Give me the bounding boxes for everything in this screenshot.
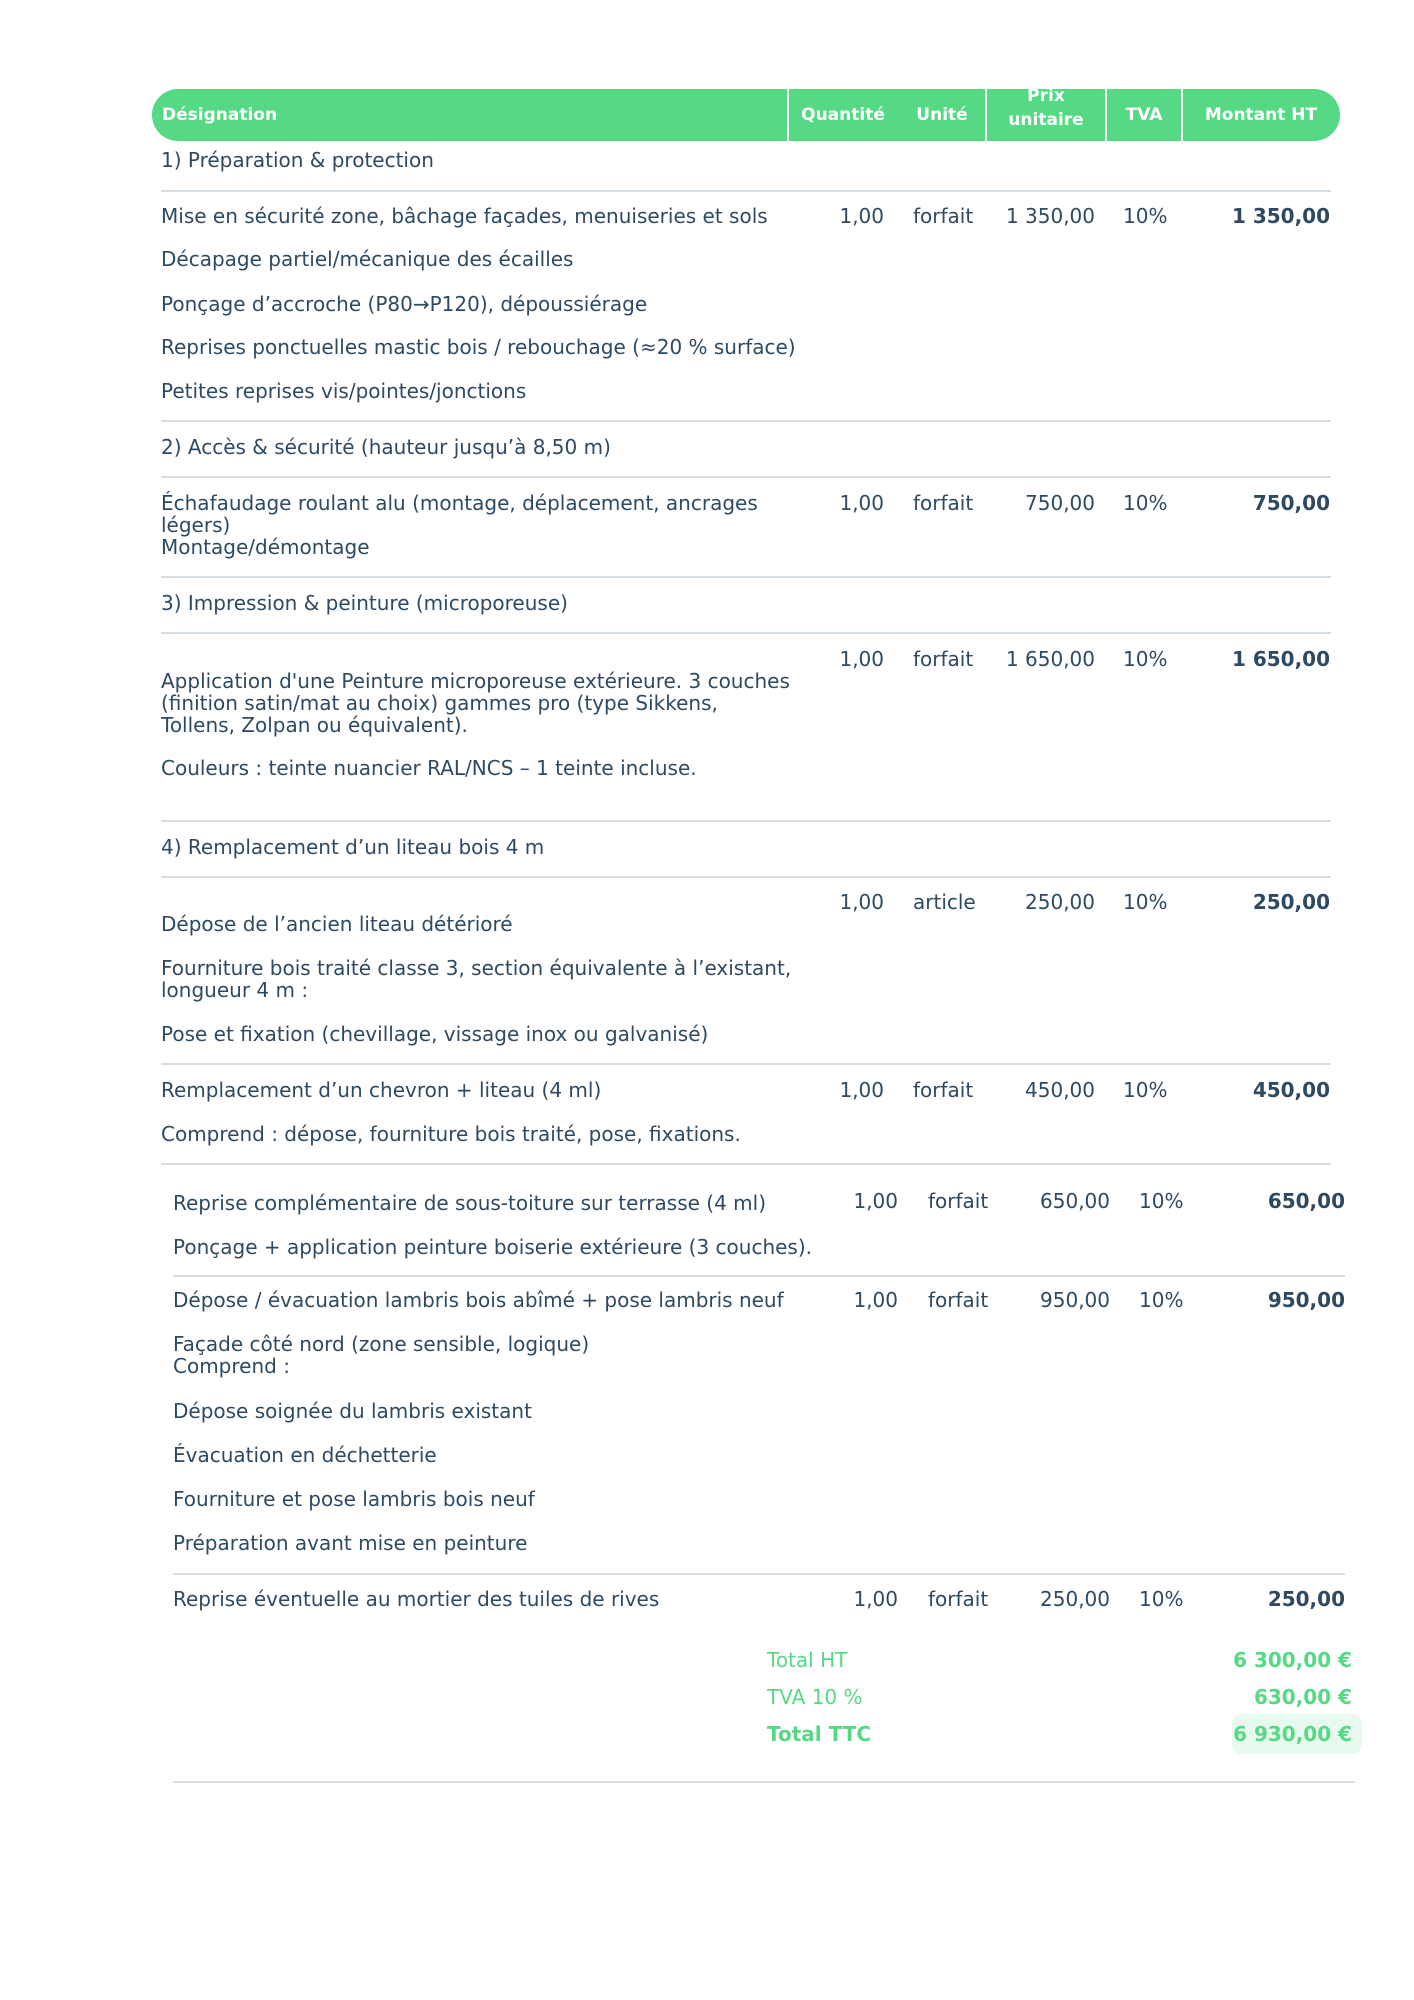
item-line: Remplacement d’un chevron + liteau (4 ml) <box>161 1078 602 1102</box>
item-line: Fourniture bois traité classe 3, section équivalente à l’existant, <box>161 956 792 980</box>
item-line: Dépose soignée du lambris existant <box>173 1399 532 1423</box>
header-montant: Montant HT <box>1182 89 1340 141</box>
item-line: Fourniture et pose lambris bois neuf <box>173 1487 535 1511</box>
item-unit: forfait <box>928 1189 989 1213</box>
item-unit: forfait <box>928 1288 989 1312</box>
section-title: 2) Accès & sécurité (hauteur jusqu’à 8,50 m) <box>161 435 611 459</box>
item-line: Reprise complémentaire de sous-toiture sur terrasse (4 ml) <box>173 1191 767 1215</box>
item-qty: 1,00 <box>839 890 884 914</box>
header-prix-unitaire: Prix unitaire <box>986 89 1106 141</box>
item-amount: 250,00 <box>1267 1587 1345 1611</box>
item-tva: 10% <box>1139 1288 1184 1312</box>
item-line: Reprise éventuelle au mortier des tuiles de rives <box>173 1587 660 1611</box>
item-line: Mise en sécurité zone, bâchage façades, menuiseries et sols <box>161 204 768 228</box>
item-line: Couleurs : teinte nuancier RAL/NCS – 1 teinte incluse. <box>161 756 697 780</box>
divider <box>173 1573 1345 1575</box>
item-line: Ponçage d’accroche (P80→P120), dépoussiérage <box>161 292 648 316</box>
item-qty: 1,00 <box>839 1078 884 1102</box>
item-line: (finition satin/mat au choix) gammes pro (type Sikkens, <box>161 691 718 715</box>
item-qty: 1,00 <box>839 491 884 515</box>
item-line: Montage/démontage <box>161 535 370 559</box>
item-tva: 10% <box>1123 647 1168 671</box>
divider <box>161 576 1331 578</box>
item-line: longueur 4 m : <box>161 978 309 1002</box>
section-title: 4) Remplacement d’un liteau bois 4 m <box>161 835 545 859</box>
divider <box>161 1063 1331 1065</box>
item-line: Reprises ponctuelles mastic bois / rebouchage (≈20 % surface) <box>161 335 796 359</box>
item-qty: 1,00 <box>839 647 884 671</box>
item-line: légers) <box>161 513 231 537</box>
item-line: Évacuation en déchetterie <box>173 1443 437 1467</box>
item-unit: forfait <box>928 1587 989 1611</box>
tva-value: 630,00 € <box>1253 1685 1352 1709</box>
item-price: 750,00 <box>1025 491 1095 515</box>
item-tva: 10% <box>1123 890 1168 914</box>
item-qty: 1,00 <box>839 204 884 228</box>
item-qty: 1,00 <box>853 1189 898 1213</box>
item-tva: 10% <box>1123 1078 1168 1102</box>
item-line: Préparation avant mise en peinture <box>173 1531 528 1555</box>
item-amount: 250,00 <box>1252 890 1330 914</box>
item-unit: article <box>913 890 976 914</box>
header-unite: Unité <box>898 89 986 141</box>
divider <box>161 190 1331 192</box>
item-amount: 1 350,00 <box>1231 204 1330 228</box>
item-line: Comprend : dépose, fourniture bois traité, pose, fixations. <box>161 1122 741 1146</box>
header-tva: TVA <box>1106 89 1182 141</box>
footer-divider <box>173 1781 1355 1783</box>
header-quantite: Quantité <box>788 89 898 141</box>
divider <box>161 632 1331 634</box>
item-unit: forfait <box>913 204 974 228</box>
divider <box>173 1275 1345 1277</box>
item-line: Échafaudage roulant alu (montage, déplacement, ancrages <box>161 491 758 515</box>
header-designation-label: Désignation <box>162 105 278 125</box>
item-unit: forfait <box>913 491 974 515</box>
item-price: 650,00 <box>1040 1189 1110 1213</box>
item-amount: 650,00 <box>1267 1189 1345 1213</box>
divider <box>161 476 1331 478</box>
item-amount: 750,00 <box>1252 491 1330 515</box>
item-tva: 10% <box>1139 1189 1184 1213</box>
divider <box>161 876 1331 878</box>
section-title: 1) Préparation & protection <box>161 148 434 172</box>
item-line: Dépose de l’ancien liteau détérioré <box>161 912 513 936</box>
item-line: Tollens, Zolpan ou équivalent). <box>161 713 468 737</box>
item-qty: 1,00 <box>853 1587 898 1611</box>
total-ht-label: Total HT <box>767 1648 848 1672</box>
item-amount: 1 650,00 <box>1231 647 1330 671</box>
item-unit: forfait <box>913 647 974 671</box>
divider <box>161 1163 1331 1165</box>
total-ttc-label: Total TTC <box>767 1722 872 1746</box>
item-tva: 10% <box>1139 1587 1184 1611</box>
item-price: 250,00 <box>1040 1587 1110 1611</box>
item-line: Comprend : <box>173 1354 290 1378</box>
item-price: 1 350,00 <box>1005 204 1095 228</box>
total-ttc-value: 6 930,00 € <box>1233 1722 1352 1746</box>
section-title: 3) Impression & peinture (microporeuse) <box>161 591 568 615</box>
item-line: Petites reprises vis/pointes/jonctions <box>161 379 527 403</box>
item-unit: forfait <box>913 1078 974 1102</box>
item-line: Ponçage + application peinture boiserie extérieure (3 couches). <box>173 1235 813 1259</box>
item-price: 250,00 <box>1025 890 1095 914</box>
item-price: 950,00 <box>1040 1288 1110 1312</box>
item-line: Application d'une Peinture microporeuse extérieure. 3 couches <box>161 669 790 693</box>
tva-label: TVA 10 % <box>767 1685 863 1709</box>
item-amount: 450,00 <box>1252 1078 1330 1102</box>
item-line: Façade côté nord (zone sensible, logique) <box>173 1332 590 1356</box>
divider <box>161 820 1331 822</box>
item-line: Décapage partiel/mécanique des écailles <box>161 247 574 271</box>
item-price: 1 650,00 <box>1005 647 1095 671</box>
item-qty: 1,00 <box>853 1288 898 1312</box>
item-amount: 950,00 <box>1267 1288 1345 1312</box>
header-designation <box>152 89 788 141</box>
item-line: Pose et fixation (chevillage, vissage inox ou galvanisé) <box>161 1022 709 1046</box>
item-price: 450,00 <box>1025 1078 1095 1102</box>
item-tva: 10% <box>1123 491 1168 515</box>
divider <box>161 420 1331 422</box>
total-ht-value: 6 300,00 € <box>1233 1648 1352 1672</box>
item-line: Dépose / évacuation lambris bois abîmé + pose lambris neuf <box>173 1288 784 1312</box>
item-tva: 10% <box>1123 204 1168 228</box>
